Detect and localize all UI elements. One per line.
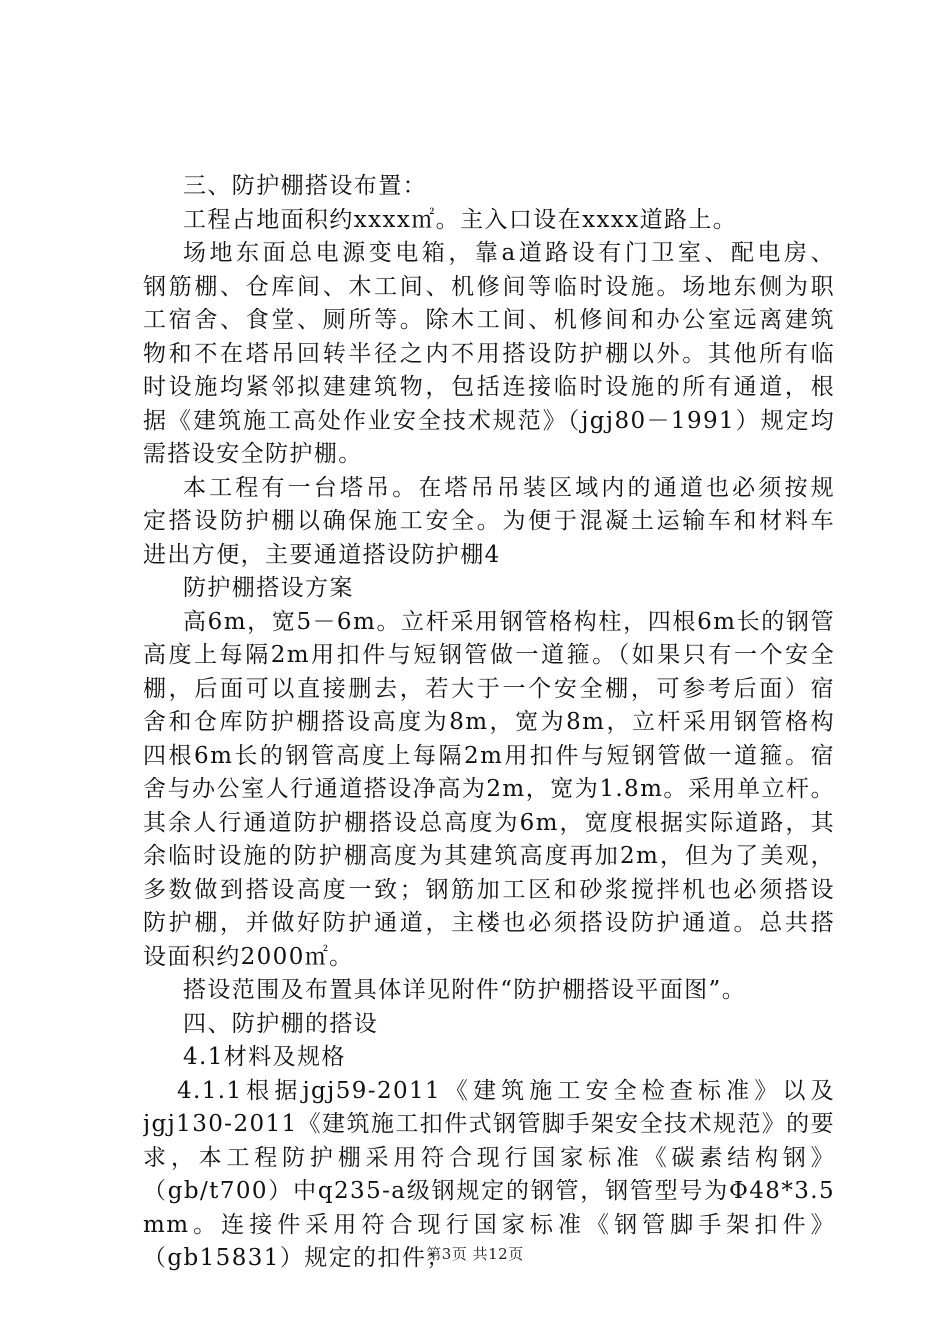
- paragraph-line: 棚，后面可以直接删去，若大于一个安全棚，可参考后面）宿: [143, 675, 835, 702]
- paragraph-line: 4.1.1根据jgj59-2011《建筑施工安全检查标准》以及: [177, 1077, 835, 1104]
- paragraph-line: 防护棚，并做好防护通道，主楼也必须搭设防护通道。总共搭: [143, 910, 835, 936]
- paragraph-line: jgj130-2011《建筑施工扣件式钢管脚手架安全技术规范》的要: [143, 1111, 835, 1137]
- paragraph-line: （gb/t700）中q235-a级钢规定的钢管，钢管型号为Φ48*3.5: [143, 1178, 835, 1204]
- paragraph-line: 工宿舍、食堂、厕所等。除木工间、机修间和办公室远离建筑: [143, 307, 835, 333]
- paragraph-line: 多数做到搭设高度一致；钢筋加工区和砂浆搅拌机也必须搭设: [143, 876, 835, 903]
- paragraph-line: 四根6m长的钢管高度上每隔2m用扣件与短钢管做一道箍。宿: [143, 742, 835, 769]
- paragraph-line: 搭设范围及布置具体详见附件“防护棚搭设平面图”。: [183, 977, 747, 1003]
- subheading-line: 防护棚搭设方案: [183, 575, 354, 601]
- paragraph-line: 其余人行通道防护棚搭设总高度为6m，宽度根据实际道路，其: [143, 809, 835, 836]
- section-heading-3: 三、防护棚搭设布置：: [183, 173, 427, 199]
- subsection-heading: 4.1材料及规格: [183, 1044, 346, 1070]
- paragraph-line: 余临时设施的防护棚高度为其建筑高度再加2m，但为了美观，: [143, 843, 835, 869]
- paragraph-line: 定搭设防护棚以确保施工安全。为便于混凝土运输车和材料车: [143, 508, 835, 534]
- paragraph-line: 设面积约2000㎡。: [143, 943, 354, 970]
- paragraph-line: 舍和仓库防护棚搭设高度为8m，宽为8m，立杆采用钢管格构: [143, 709, 835, 735]
- paragraph-line: 据《建筑施工高处作业安全技术规范》（jgj80－1991）规定均: [143, 407, 835, 434]
- paragraph-line: 本工程有一台塔吊。在塔吊吊装区域内的通道也必须按规: [183, 474, 835, 501]
- section-heading-4: 四、防护棚的搭设: [183, 1010, 379, 1037]
- paragraph-line: 钢筋棚、仓库间、木工间、机修间等临时设施。场地东侧为职: [143, 273, 835, 300]
- page-number-footer: 第3页 共12页: [426, 1245, 524, 1263]
- paragraph-line: 场地东面总电源变电箱，靠a道路设有门卫室、配电房、: [183, 240, 835, 266]
- paragraph-line: 进出方便，主要通道搭设防护棚4: [143, 541, 501, 568]
- paragraph-line: mm。连接件采用符合现行国家标准《钢管脚手架扣件》: [143, 1211, 835, 1238]
- paragraph-line: 物和不在塔吊回转半径之内不用搭设防护棚以外。其他所有临: [143, 340, 835, 367]
- paragraph-line: 工程占地面积约xxxx㎡。主入口设在xxxx道路上。: [183, 206, 738, 233]
- paragraph-line: 舍与办公室人行通道搭设净高为2m，宽为1.8m。采用单立杆。: [143, 776, 835, 802]
- paragraph-line: 需搭设安全防护棚。: [143, 441, 363, 467]
- paragraph-line: 高6m，宽5－6m。立杆采用钢管格构柱，四根6m长的钢管: [183, 608, 835, 635]
- paragraph-line: 时设施均紧邻拟建建筑物，包括连接临时设施的所有通道，根: [143, 374, 835, 400]
- document-body: [143, 170, 835, 1276]
- paragraph-line: （gb15831）规定的扣件；: [143, 1245, 451, 1271]
- paragraph-line: 求，本工程防护棚采用符合现行国家标准《碳素结构钢》: [143, 1144, 835, 1171]
- paragraph-line: 高度上每隔2m用扣件与短钢管做一道箍。（如果只有一个安全: [143, 642, 835, 668]
